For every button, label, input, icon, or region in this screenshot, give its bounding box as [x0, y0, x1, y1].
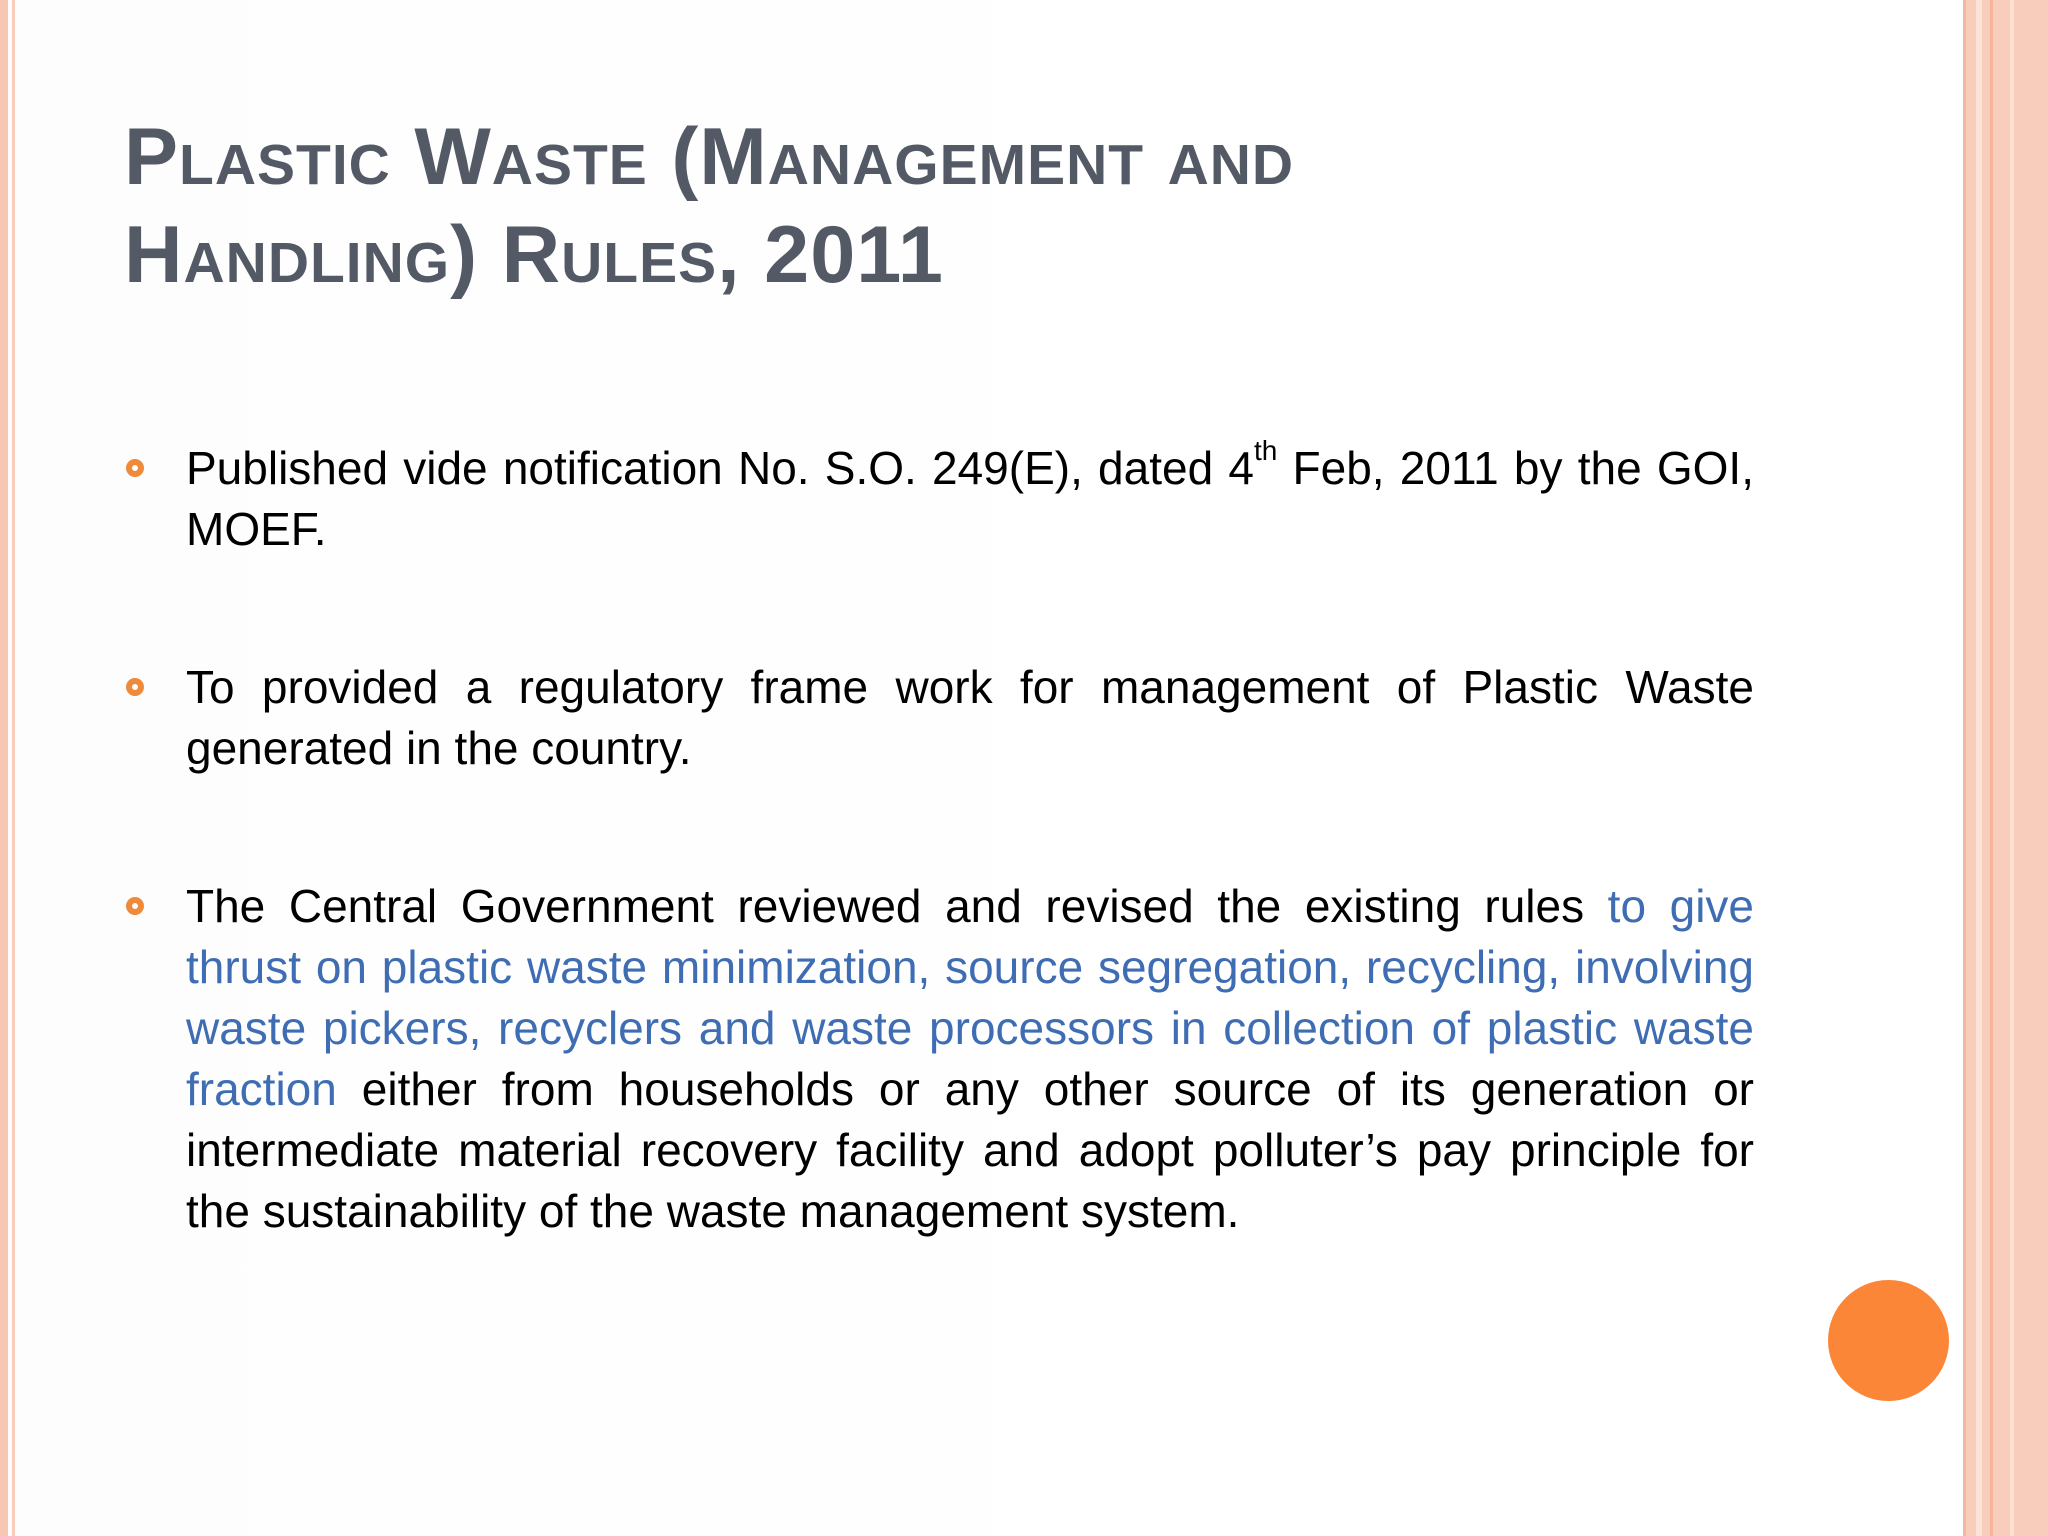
left-border-stripe-thin — [12, 0, 15, 1536]
slide-title — [124, 108, 1624, 304]
bullet-text: The Central Government reviewed and revised the existing rules — [186, 880, 1608, 932]
slide-title-line2: Handling) Rules, 2011 — [124, 210, 944, 300]
right-border-highlight — [2010, 0, 2014, 1536]
highlighted-text: to give thrust on plastic waste minimization, source segregation, recycling, involving waste pickers, recyclers and waste processors in collection of plastic waste fraction — [186, 880, 1755, 1115]
left-border-stripe — [0, 0, 8, 1536]
ring-bullet-icon — [126, 897, 144, 915]
bullet-item — [124, 876, 1754, 1242]
slide-title-line1: Plastic Waste (Management and — [124, 112, 1295, 202]
bullet-item — [124, 435, 1754, 560]
bullet-list — [124, 435, 1755, 1242]
right-border-highlight — [1976, 0, 1982, 1536]
ordinal-suffix: th — [1253, 435, 1278, 466]
bullet-text: either from households or any other source of its generation or intermediate material recovery facility and adopt polluter’s pay principle for the sustainability of the waste management system. — [186, 1063, 1754, 1237]
orange-circle-decoration — [1828, 1280, 1949, 1401]
ring-bullet-icon — [126, 459, 144, 477]
bullet-text: Published vide notification No. S.O. 249(E), dated 4 — [186, 442, 1254, 494]
bullet-text: Feb, 2011 by the GOI, MOEF. — [186, 442, 1754, 555]
right-border-line — [1963, 0, 1966, 1536]
right-border-line — [1990, 0, 1993, 1536]
bullet-item — [124, 657, 1754, 779]
ring-bullet-icon — [126, 678, 144, 696]
bullet-text: To provided a regulatory frame work for management of Plastic Waste generated in the country. — [186, 661, 1754, 774]
